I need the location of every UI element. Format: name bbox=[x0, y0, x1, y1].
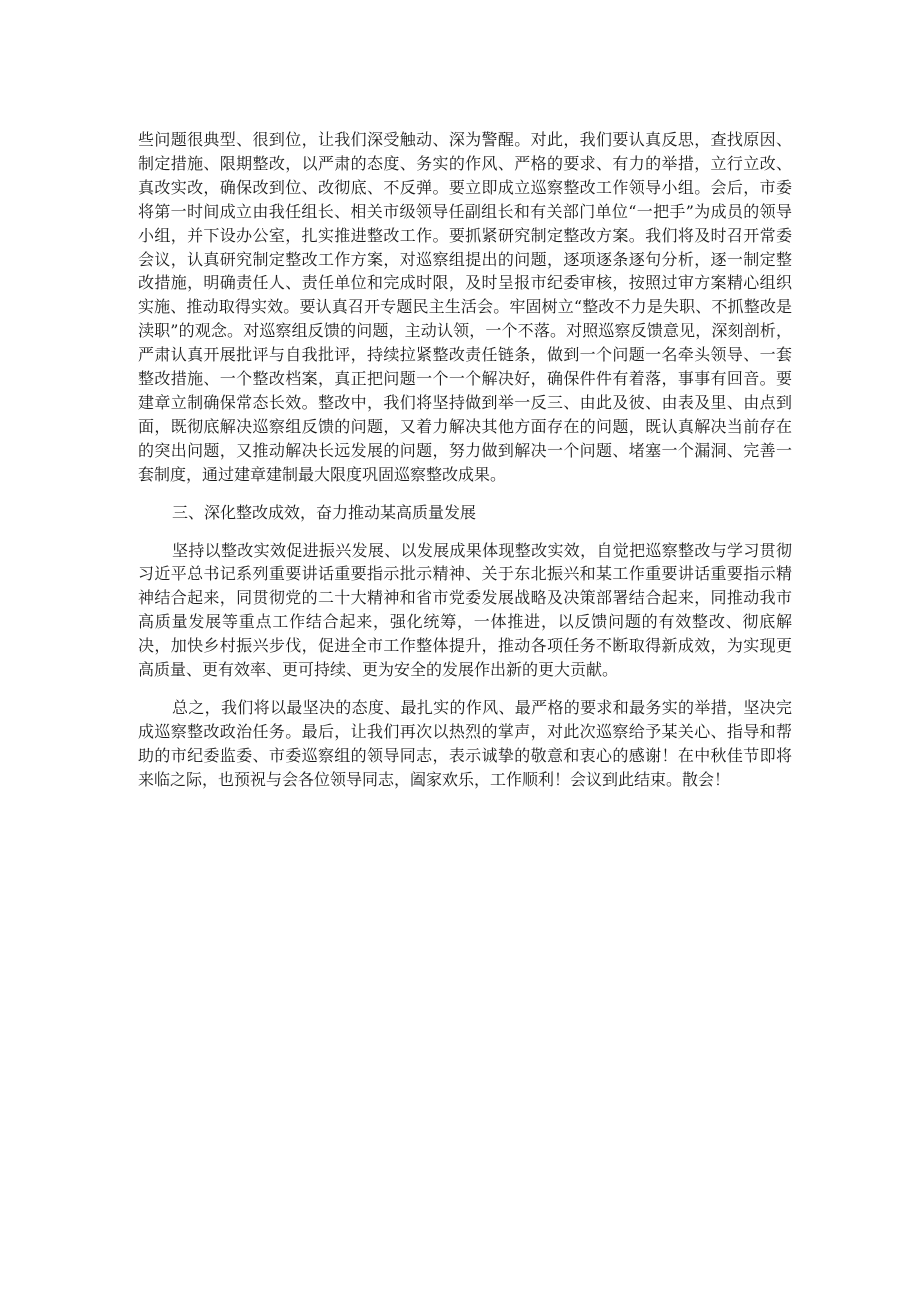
closing-paragraph: 总之，我们将以最坚决的态度、最扎实的作风、最严格的要求和最务实的举措，坚决完成巡察整改政治任务。最后，让我们再次以热烈的掌声，对此次巡察给予某关心、指导和帮助的市纪委监委、市委巡察组的领导同志，表示诚挚的敬意和衷心的感谢！在中秋佳节即将来临之际，也预祝与会各位领导同志，阖家欢乐，工作顺利！会议到此结束。散会！ bbox=[138, 697, 792, 789]
body-paragraph-continued: 些问题很典型、很到位，让我们深受触动、深为警醒。对此，我们要认真反思，查找原因、制定措施、限期整改，以严肃的态度、务实的作风、严格的要求、有力的举措，立行立改、真改实改，确保改到位、改彻底、不反弹。要立即成立巡察整改工作领导小组。会后，市委将第一时间成立由我任组长、相关市级领导任副组长和有关部门单位“一把手”为成员的领导小组，并下设办公室，扎实推进整改工作。要抓紧研究制定整改方案。我们将及时召开常委会议，认真研究制定整改工作方案，对巡察组提出的问题，逐项逐条逐句分析，逐一制定整改措施，明确责任人、责任单位和完成时限，及时呈报市纪委审核，按照过审方案精心组织实施、推动取得实效。要认真召开专题民主生活会。牢固树立“整改不力是失职、不抓整改是渎职”的观念。对巡察组反馈的问题，主动认领，一个不落。对照巡察反馈意见，深刻剖析，严肃认真开展批评与自我批评，持续拉紧整改责任链条，做到一个问题一名牵头领导、一套整改措施、一个整改档案，真正把问题一个一个解决好，确保件件有着落，事事有回音。要建章立制确保常态长效。整改中，我们将坚持做到举一反三、由此及彼、由表及里、由点到面，既彻底解决巡察组反馈的问题，又着力解决其他方面存在的问题，既认真解决当前存在的突出问题，又推动解决长远发展的问题，努力做到解决一个问题、堵塞一个漏洞、完善一套制度，通过建章建制最大限度巩固巡察整改成果。 bbox=[138, 130, 792, 484]
section-heading: 三、深化整改成效，奋力推动某高质量发展 bbox=[172, 502, 477, 522]
document-body bbox=[138, 128, 792, 792]
body-paragraph: 坚持以整改实效促进振兴发展、以发展成果体现整改实效，自觉把巡察整改与学习贯彻习近平总书记系列重要讲话重要指示批示精神、关于东北振兴和某工作重要讲话重要指示精神结合起来，同贯彻党的二十大精神和省市党委发展战略及决策部署结合起来，同推动我市高质量发展等重点工作结合起来，强化统筹，一体推进，以反馈问题的有效整改、彻底解决，加快乡村振兴步伐，促进全市工作整体提升，推动各项任务不断取得新成效，为实现更高质量、更有效率、更可持续、更为安全的发展作出新的更大贡献。 bbox=[138, 540, 792, 680]
